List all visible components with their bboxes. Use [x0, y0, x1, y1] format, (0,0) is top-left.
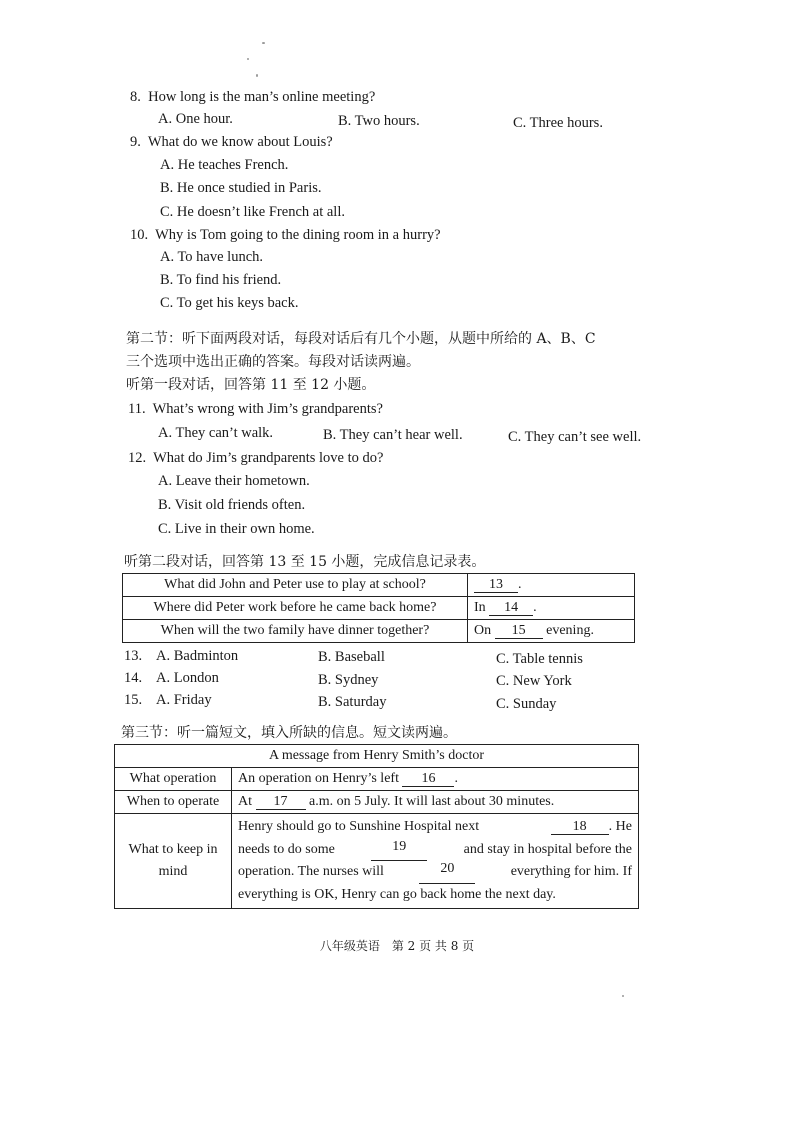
q12-option-c[interactable]: C. Live in their own home. — [158, 521, 315, 537]
blank-14[interactable]: 14 — [489, 600, 533, 616]
scan-speck — [256, 74, 258, 77]
q9-text: What do we know about Louis? — [147, 134, 333, 150]
q13-option-b[interactable]: B. Baseball — [318, 649, 385, 665]
q11-option-c[interactable]: C. They can’t see well. — [508, 429, 642, 445]
q10-option-c[interactable]: C. To get his keys back. — [160, 295, 299, 311]
table1-q14-answer: In 14 . — [468, 597, 635, 620]
q8-text: How long is the man’s online meeting? — [148, 89, 376, 105]
q8-option-a[interactable]: A. One hour. — [158, 111, 233, 127]
table2-label-when-to-operate: When to operate — [115, 791, 232, 814]
table2-header: A message from Henry Smith’s doctor — [115, 745, 639, 768]
q13-option-c[interactable]: C. Table tennis — [496, 651, 583, 667]
table2-label-what-to-keep-in-mind: What to keep in mind — [115, 814, 232, 909]
q15-number: 15. — [124, 692, 143, 708]
blank-18[interactable]: 18 — [551, 819, 609, 835]
q9-question — [130, 133, 333, 151]
q10-text: Why is Tom going to the dining room in a hurry? — [155, 227, 441, 243]
table2-value-what-operation: An operation on Henry’s left 16 . — [232, 768, 639, 791]
table1-q15-answer: On 15 evening. — [468, 620, 635, 643]
blank-17[interactable]: 17 — [256, 794, 306, 810]
section3-instruction: 第三节：听一篇短文，填入所缺的信息。短文读两遍。 — [121, 725, 457, 741]
table1-q14-question: Where did Peter work before he came back home? — [123, 597, 468, 620]
q11-number: 11. — [128, 401, 146, 417]
table2-label-what-operation: What operation — [115, 768, 232, 791]
q9-option-b[interactable]: B. He once studied in Paris. — [160, 180, 322, 196]
table-row — [123, 620, 635, 643]
table1-q15-question: When will the two family have dinner together? — [123, 620, 468, 643]
q12-option-b[interactable]: B. Visit old friends often. — [158, 497, 306, 513]
q14-option-c[interactable]: C. New York — [496, 673, 572, 689]
scan-speck — [247, 58, 249, 60]
q8-number: 8. — [130, 89, 141, 105]
table-row — [115, 791, 639, 814]
q10-option-b[interactable]: B. To find his friend. — [160, 272, 282, 288]
q9-option-a[interactable]: A. He teaches French. — [160, 157, 289, 173]
keep-in-mind-line3: operation. The nurses will 20 everything for him. If — [238, 861, 632, 884]
table-row — [123, 574, 635, 597]
q15-option-b[interactable]: B. Saturday — [318, 694, 387, 710]
q14-option-b[interactable]: B. Sydney — [318, 672, 379, 688]
q8-question — [130, 88, 375, 106]
q8-option-c[interactable]: C. Three hours. — [513, 115, 603, 131]
q11-text: What’s wrong with Jim’s grandparents? — [152, 401, 383, 417]
info-record-table — [122, 573, 635, 643]
table-row — [123, 597, 635, 620]
q11-question — [128, 400, 383, 418]
q8-option-b[interactable]: B. Two hours. — [338, 113, 420, 129]
q14-option-a[interactable]: A. London — [156, 670, 219, 686]
q9-number: 9. — [130, 134, 141, 150]
table2-value-when-to-operate: At 17 a.m. on 5 July. It will last about 30 minutes. — [232, 791, 639, 814]
q15-option-a[interactable]: A. Friday — [156, 692, 212, 708]
table2-value-what-to-keep-in-mind — [232, 814, 639, 909]
q12-text: What do Jim’s grandparents love to do? — [153, 450, 384, 466]
blank-19[interactable]: 19 — [371, 839, 427, 862]
q11-option-b[interactable]: B. They can’t hear well. — [323, 427, 463, 443]
q10-question — [130, 226, 441, 244]
table-row — [115, 745, 639, 768]
blank-13[interactable]: 13 — [474, 577, 518, 593]
q13-number: 13. — [124, 648, 143, 664]
q14-number: 14. — [124, 670, 143, 686]
scan-speck — [622, 995, 624, 997]
scan-speck — [262, 42, 265, 44]
q9-option-c[interactable]: C. He doesn’t like French at all. — [160, 204, 345, 220]
blank-20[interactable]: 20 — [419, 861, 475, 884]
q10-number: 10. — [130, 227, 149, 243]
table-row — [115, 768, 639, 791]
q12-question — [128, 449, 383, 467]
q10-option-a[interactable]: A. To have lunch. — [160, 249, 264, 265]
q13-option-a[interactable]: A. Badminton — [156, 648, 239, 664]
blank-15[interactable]: 15 — [495, 623, 543, 639]
dialog1-instruction: 听第一段对话，回答第 11 至 12 小题。 — [126, 377, 376, 393]
keep-in-mind-line1: Henry should go to Sunshine Hospital next 18 . He — [238, 819, 632, 834]
table-row — [115, 814, 639, 909]
blank-16[interactable]: 16 — [402, 771, 454, 787]
page-footer: 八年级英语 第 2 页 共 8 页 — [319, 939, 475, 953]
section2-instruction-line2: 三个选项中选出正确的答案。每段对话读两遍。 — [126, 354, 420, 370]
doctor-message-table — [114, 744, 639, 909]
dialog2-instruction: 听第二段对话，回答第 13 至 15 小题，完成信息记录表。 — [124, 554, 486, 570]
keep-in-mind-line2: needs to do some 19 and stay in hospital before the — [238, 839, 632, 862]
q11-option-a[interactable]: A. They can’t walk. — [158, 425, 274, 441]
q12-option-a[interactable]: A. Leave their hometown. — [158, 473, 310, 489]
section2-instruction-line1: 第二节：听下面两段对话，每段对话后有几个小题，从题中所给的 A、B、C — [126, 331, 596, 347]
keep-in-mind-line4: everything is OK, Henry can go back home the next day. — [238, 886, 556, 902]
table1-q13-answer: 13 . — [468, 574, 635, 597]
q15-option-c[interactable]: C. Sunday — [496, 696, 557, 712]
table1-q13-question: What did John and Peter use to play at school? — [123, 574, 468, 597]
q12-number: 12. — [128, 450, 147, 466]
